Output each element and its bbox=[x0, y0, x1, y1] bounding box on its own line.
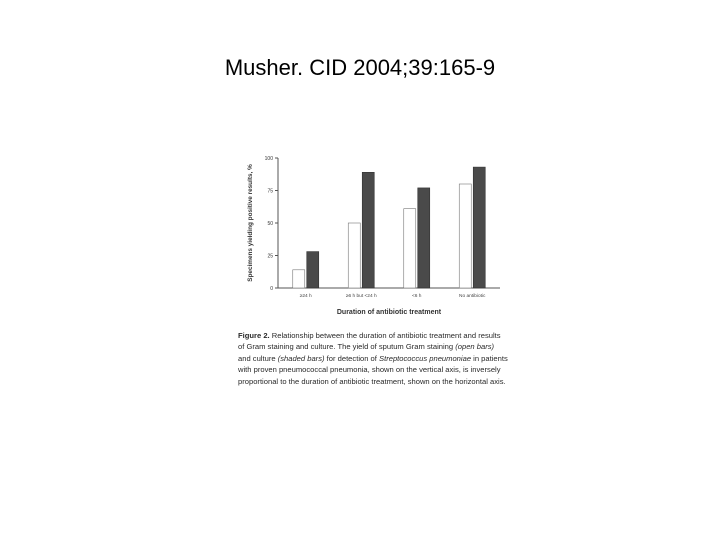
x-axis-label: Duration of antibiotic treatment bbox=[336, 309, 442, 316]
x-tick-label: <6 h bbox=[412, 294, 422, 299]
caption-italic-segment: (shaded bars) bbox=[277, 353, 325, 363]
caption-label: Figure 2. bbox=[238, 331, 270, 340]
y-tick-label: 25 bbox=[267, 253, 273, 260]
caption-text-segment: for detection of bbox=[324, 353, 380, 363]
bar-open bbox=[348, 223, 360, 288]
bar-open bbox=[459, 184, 471, 288]
caption-text-segment: Relationship between the duration of antibiotic treatment and results of Gram staining and culture. The yield of sputum Gram staining bbox=[238, 331, 501, 352]
caption-italic-segment: Streptococcus pneumoniae bbox=[379, 353, 472, 363]
bar-shaded bbox=[473, 167, 485, 288]
caption-body bbox=[238, 331, 508, 386]
bar-shaded bbox=[307, 252, 319, 288]
figure-caption bbox=[238, 330, 508, 387]
y-tick-label: 0 bbox=[270, 286, 273, 292]
caption-italic-segment: (open bars) bbox=[455, 342, 495, 352]
bar-shaded bbox=[418, 188, 430, 288]
bar-shaded bbox=[362, 172, 374, 288]
y-tick-label: 50 bbox=[267, 221, 273, 227]
x-tick-label: No antibiotic bbox=[459, 294, 486, 299]
caption-text-segment: in patients with proven pneumococcal pneumonia, shown on the vertical axis, is inversely proportional to the duration of antibiotic treatment, shown on the horizontal axis. bbox=[238, 353, 508, 386]
y-tick-label: 75 bbox=[267, 188, 273, 195]
bar-open bbox=[404, 209, 416, 288]
bar-chart-figure bbox=[238, 150, 508, 320]
y-tick-label: 100 bbox=[264, 156, 273, 162]
x-tick-label: ≥24 h bbox=[299, 294, 312, 299]
bar-open bbox=[293, 270, 305, 288]
x-tick-label: ≥6 h but <24 h bbox=[345, 294, 377, 299]
slide-title: Musher. CID 2004;39:165-9 bbox=[224, 55, 496, 80]
y-axis-label: Specimens yielding positive results, % bbox=[247, 164, 254, 282]
caption-text-segment: and culture bbox=[238, 353, 278, 363]
bar-chart bbox=[238, 150, 508, 320]
